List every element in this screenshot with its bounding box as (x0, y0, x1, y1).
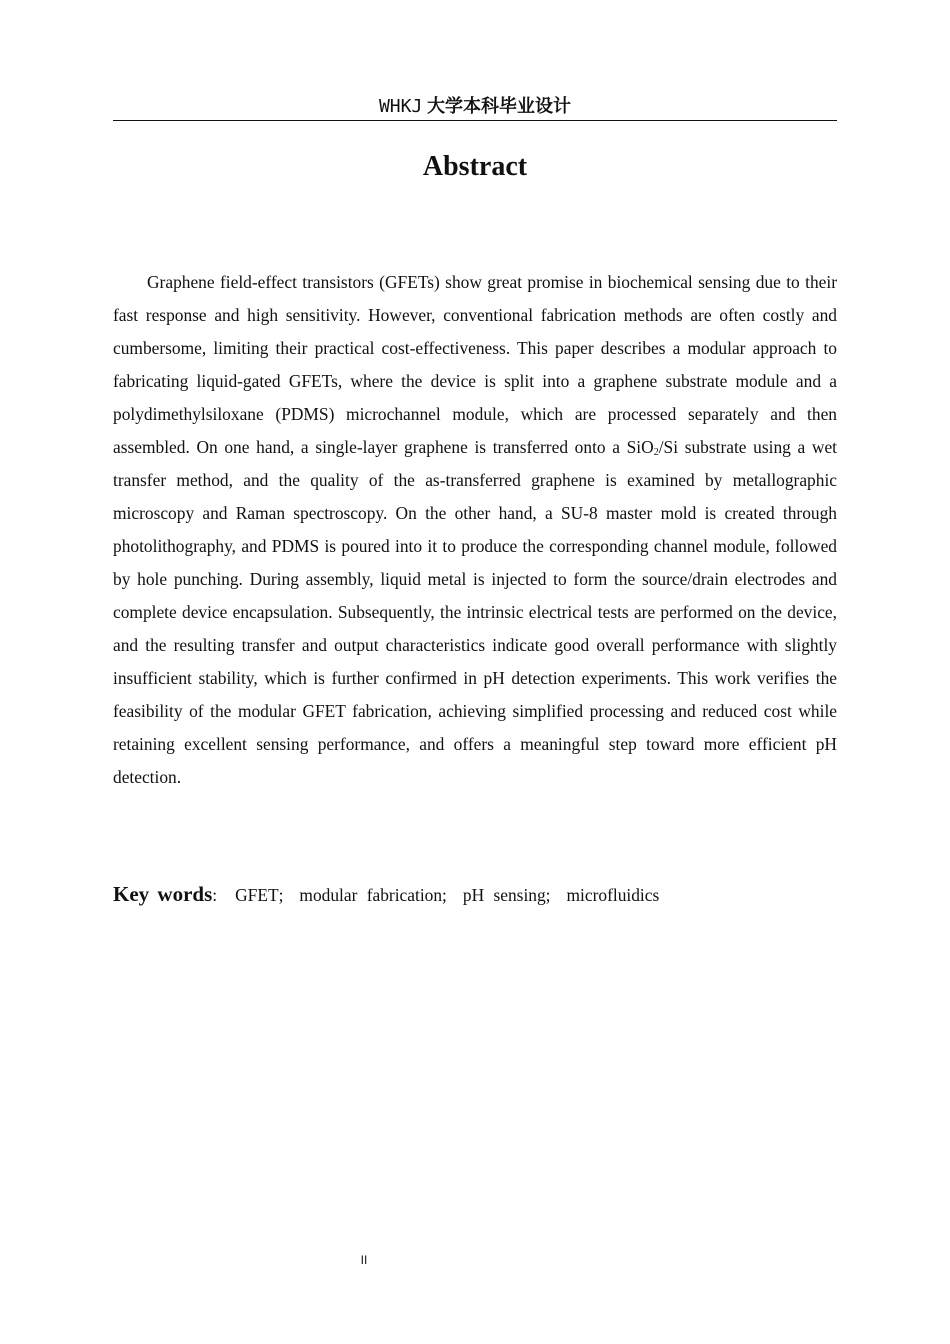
keyword-item: modular fabrication (299, 885, 443, 905)
abstract-subscript: 2 (653, 447, 659, 458)
keyword-item: GFET (235, 885, 279, 905)
page-number: II (360, 1253, 368, 1267)
keywords-line (113, 878, 837, 912)
header-rule (113, 120, 837, 121)
abstract-text-part-1: Graphene field-effect transistors (GFETs) show great promise in biochemical sensing due to their fast response and high sensitivity. However, conventional fabrication methods are often costly and cumbersome, limiting their practical cost-effectiveness. This paper describes a modular approach to fabricating liquid-gated GFETs, where the device is split into a graphene substrate module and a polydimethylsiloxane (PDMS) microchannel module, which are processed separately and then assembled. On one hand, a single-layer graphene is transferred onto a SiO (113, 272, 837, 457)
keywords-colon: : (212, 885, 218, 905)
keyword-separator: ; (545, 885, 551, 905)
abstract-paragraph (113, 266, 837, 794)
keyword-separator: ; (278, 885, 284, 905)
keyword-item: microfluidics (566, 885, 660, 905)
keyword-item: pH sensing (462, 885, 546, 905)
page-title: Abstract (422, 151, 528, 182)
header-institution-code: WHKJ (378, 96, 423, 117)
header-document-type: 大学本科毕业设计 (427, 96, 572, 117)
keyword-separator: ; (442, 885, 447, 905)
keywords-label: Key words (113, 882, 213, 906)
running-header (113, 96, 837, 118)
abstract-text-part-2: /Si substrate using a wet transfer method, and the quality of the as-transferred graphene is examined by metallographic microscopy and Raman spectroscopy. On the other hand, a SU-8 master mold is created through photolithography, and PDMS is poured into it to produce the corresponding channel module, followed by hole punching. During assembly, liquid metal is injected to form the source/drain electrodes and complete device encapsulation. Subsequently, the intrinsic electrical tests are performed on the device, and the resulting transfer and output characteristics indicate good overall performance with slightly insufficient stability, which is further confirmed in pH detection experiments. This work verifies the feasibility of the modular GFET fabrication, achieving simplified processing and reduced cost while retaining excellent sensing performance, and offers a meaningful step toward more efficient pH detection. (113, 437, 838, 787)
